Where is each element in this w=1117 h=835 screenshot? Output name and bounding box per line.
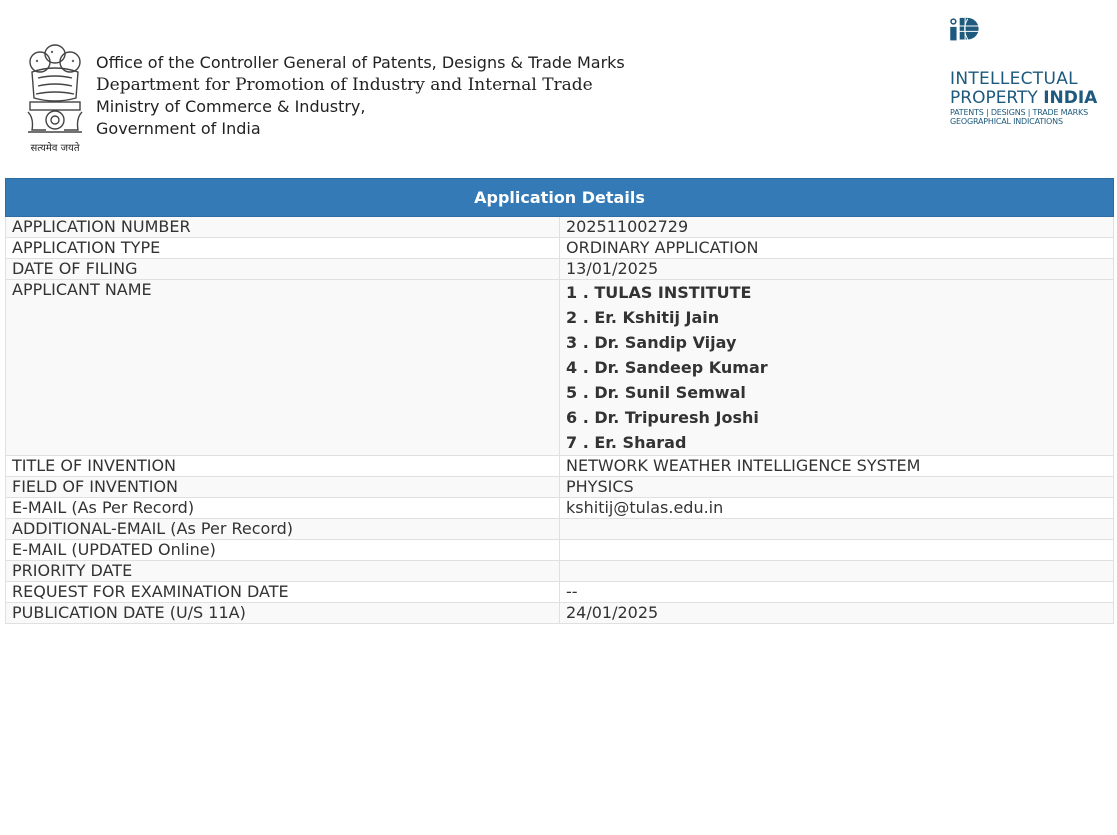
table-row: [6, 259, 1114, 280]
ip-india-logo-icon: [948, 16, 1020, 72]
row-value: [560, 540, 1114, 561]
table-row: [6, 603, 1114, 624]
row-label: ADDITIONAL-EMAIL (As Per Record): [6, 519, 560, 540]
office-line-2: Department for Promotion of Industry and Internal Trade: [96, 75, 593, 95]
table-row: [6, 498, 1114, 519]
ip-india-logo-text: [950, 70, 1097, 126]
row-label: REQUEST FOR EXAMINATION DATE: [6, 582, 560, 603]
row-value: [560, 561, 1114, 582]
row-value: [560, 519, 1114, 540]
office-address: [96, 52, 625, 140]
logo-line-3: PATENTS | DESIGNS | TRADE MARKS: [950, 108, 1088, 117]
applicant-item: 5 . Dr. Sunil Semwal: [566, 383, 746, 402]
row-value: --: [560, 582, 1114, 603]
table-row: [6, 238, 1114, 259]
row-value: NETWORK WEATHER INTELLIGENCE SYSTEM: [560, 456, 1114, 477]
row-label: DATE OF FILING: [6, 259, 560, 280]
application-details-table: [5, 178, 1114, 624]
row-label: TITLE OF INVENTION: [6, 456, 560, 477]
row-label: FIELD OF INVENTION: [6, 477, 560, 498]
table-row: [6, 582, 1114, 603]
row-label: APPLICATION NUMBER: [6, 217, 560, 238]
emblem-motto: सत्यमेव जयते: [30, 143, 80, 154]
office-line-1: Office of the Controller General of Patents, Designs & Trade Marks: [96, 53, 625, 72]
row-label: E-MAIL (UPDATED Online): [6, 540, 560, 561]
table-row: [6, 477, 1114, 498]
table-row: [6, 280, 1114, 456]
page-header: [0, 0, 1117, 178]
applicant-item: 4 . Dr. Sandeep Kumar: [566, 358, 768, 377]
logo-line-2: [950, 89, 1097, 108]
row-value: 13/01/2025: [560, 259, 1114, 280]
table-title: Application Details: [6, 179, 1114, 217]
logo-line-4: GEOGRAPHICAL INDICATIONS: [950, 117, 1063, 126]
applicant-item: 2 . Er. Kshitij Jain: [566, 308, 720, 327]
applicant-item: 7 . Er. Sharad: [566, 433, 687, 452]
logo-line-1: INTELLECTUAL: [950, 69, 1078, 89]
row-label: E-MAIL (As Per Record): [6, 498, 560, 519]
row-label: PUBLICATION DATE (U/S 11A): [6, 603, 560, 624]
applicant-list: [560, 280, 1114, 456]
row-label: PRIORITY DATE: [6, 561, 560, 582]
row-label: APPLICANT NAME: [6, 280, 560, 456]
table-row: [6, 561, 1114, 582]
table-row: [6, 217, 1114, 238]
lion-capital-icon: [20, 40, 90, 140]
row-value: kshitij@tulas.edu.in: [560, 498, 1114, 519]
row-label: APPLICATION TYPE: [6, 238, 560, 259]
row-value: PHYSICS: [560, 477, 1114, 498]
applicant-item: 6 . Dr. Tripuresh Joshi: [566, 408, 759, 427]
applicant-item: 1 . TULAS INSTITUTE: [566, 283, 752, 302]
logo-line-2-regular: PROPERTY: [950, 88, 1044, 108]
row-value: 202511002729: [560, 217, 1114, 238]
table-row: [6, 519, 1114, 540]
row-value: ORDINARY APPLICATION: [560, 238, 1114, 259]
logo-line-2-bold: INDIA: [1043, 88, 1098, 108]
table-row: [6, 456, 1114, 477]
office-line-4: Government of India: [96, 119, 261, 138]
table-row: [6, 540, 1114, 561]
national-emblem: [20, 40, 90, 158]
row-value: 24/01/2025: [560, 603, 1114, 624]
office-line-3: Ministry of Commerce & Industry,: [96, 97, 366, 116]
applicant-item: 3 . Dr. Sandip Vijay: [566, 333, 737, 352]
